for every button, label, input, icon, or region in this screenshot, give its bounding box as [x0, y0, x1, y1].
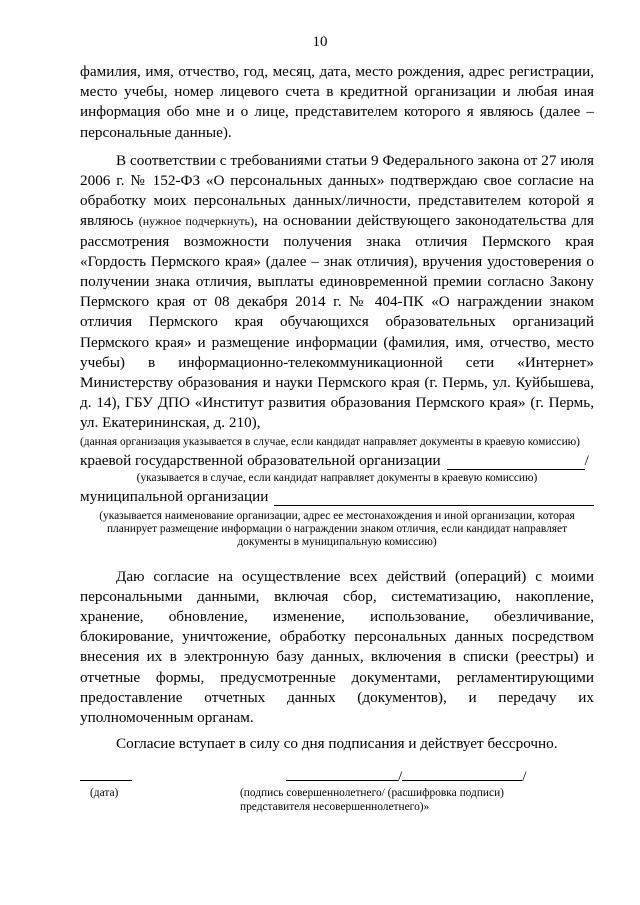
paragraph-consent-effective: Согласие вступает в силу со дня подписания и действует бессрочно.: [116, 735, 558, 753]
signature-field[interactable]: [286, 765, 398, 781]
law-text-part1: В соответствии с требованиями статьи 9 Федерального закона от 27 июля 2006 г. № 152-ФЗ «О персональных данных» подтверждаю свое согласие на обработку моих персональных данных/личности, представителем которой я являюсь: [80, 151, 594, 230]
note-regional-commission: (указывается в случае, если кандидат направляет документы в краевую комиссию): [136, 471, 538, 484]
note-regional-organization: (данная организация указывается в случае, если кандидат направляет документы в краевую комиссию): [80, 435, 580, 448]
signature-label: [240, 786, 504, 814]
municipal-organization-field[interactable]: [274, 490, 594, 506]
document-body: [80, 62, 594, 834]
page-number: 10: [312, 34, 328, 50]
municipal-organization-row: [80, 487, 594, 506]
signature-block: [80, 768, 594, 834]
regional-organization-row: [80, 451, 594, 470]
paragraph-intro: фамилия, имя, отчество, год, месяц, дата, место рождения, адрес регистрации, место учебы, номер лицевого счета в кредитной организации и любая иная информация обо мне и о лице, представителем которого я являюсь (далее – персональные данные).: [80, 63, 594, 141]
regional-organization-label: краевой государственной образовательной организации: [80, 451, 441, 469]
signature-separator: /: [398, 768, 403, 786]
paragraph-consent-actions: Даю согласие на осуществление всех действий (операций) с моими персональными данными, включая сбор, систематизацию, накопление, хранение, обновление, изменение, использование, обезличивание, блокирование, уничтожение, обработку персональных данных посредством внесения их в электронную базу данных, включения в списки (реестры) и отчетные формы, предусмотренные документами, регламентирующими предоставление отчетных данных (документов), и передачу их уполномоченным органам.: [80, 567, 594, 727]
date-label: (дата): [90, 787, 119, 800]
date-field[interactable]: [80, 780, 132, 781]
signature-separator-end: /: [522, 768, 527, 786]
signature-label-line2: представителя несовершеннолетнего)»: [240, 801, 430, 814]
paragraph-law: [80, 151, 594, 434]
underline-note: (нужное подчеркнуть): [138, 214, 255, 229]
signature-decryption-field[interactable]: [402, 765, 522, 781]
note-municipal-organization: (указывается наименование организации, адрес ее местонахождения и иной организации, которая планирует размещение информации о награждении знаком отличия, если кандидат направляет документы в муниципальную комиссию): [99, 509, 575, 548]
signature-label-line1: (подпись совершеннолетнего/ (расшифровка подписи): [240, 787, 504, 800]
regional-organization-separator: /: [584, 451, 589, 469]
municipal-organization-label: муниципальной организации: [80, 487, 269, 505]
regional-organization-field[interactable]: [447, 454, 585, 470]
law-text-part2: , на основании действующего законодательства для рассмотрения возможности получения знака отличия Пермского края «Гордость Пермского края» (далее – знак отличия), вручения удостоверения о получении знака отличия, выплаты единовременной премии согласно Закону Пермского края от 08 декабря 2014 г. № 404-ПК «О награждении знаком отличия Пермского края обучающихся образовательных организаций Пермского края» и размещение информации (фамилия, имя, отчество, место учебы) в информационно-телекоммуникационной сети «Интернет» Министерству образования и науки Пермского края (г. Пермь, ул. Куйбышева, д. 14), ГБУ ДПО «Институт развития образования Пермского края» (г. Пермь, ул. Екатерининская, д. 210),: [80, 212, 594, 432]
signature-lines: [286, 765, 526, 786]
